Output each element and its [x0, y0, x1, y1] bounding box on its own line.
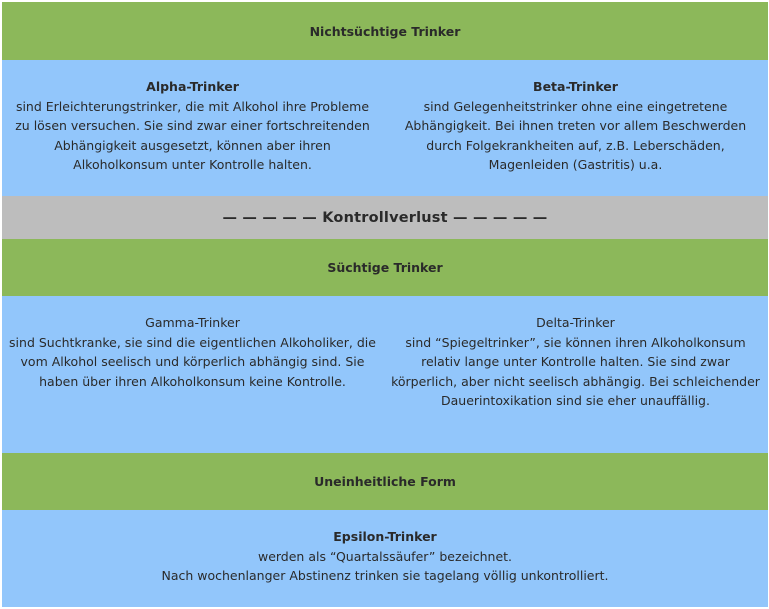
gamma-drinker-box — [2, 313, 383, 453]
delta-heading: Delta-Trinker — [536, 315, 615, 330]
section-title: Uneinheitliche Form — [314, 474, 456, 489]
section-header-addicted — [2, 239, 768, 296]
gamma-heading: Gamma-Trinker — [145, 315, 240, 330]
epsilon-line-2: Nach wochenlanger Abstinenz trinken sie tagelang völlig unkontrolliert. — [161, 568, 609, 584]
epsilon-drinker-box — [2, 527, 768, 607]
section-body-addicted — [2, 296, 768, 453]
delta-text: sind “Spiegeltrinker”, sie können ihren Alkoholkonsum relativ lange unter Kontrolle halten. Sie sind zwar körperlich, aber nicht seelisch abhängig. Bei schleichender Dauerintoxikation sind sie eher unauffällig. — [391, 334, 760, 409]
alpha-drinker-box — [2, 77, 383, 196]
beta-heading: Beta-Trinker — [533, 79, 618, 94]
alpha-heading: Alpha-Trinker — [146, 79, 239, 94]
gamma-text: sind Suchtkranke, sie sind die eigentlichen Alkoholiker, die vom Alkohol seelisch und körperlich abhängig sind. Sie haben über ihren Alkoholkonsum keine Kontrolle. — [9, 334, 376, 389]
beta-drinker-box — [383, 77, 768, 196]
section-title: Süchtige Trinker — [327, 260, 443, 275]
loss-of-control-divider — [2, 196, 768, 239]
section-title: Nichtsüchtige Trinker — [309, 23, 461, 39]
delta-drinker-box — [383, 313, 768, 453]
section-header-non-addicted — [2, 2, 768, 60]
epsilon-heading: Epsilon-Trinker — [333, 529, 437, 544]
section-body-non-addicted — [2, 60, 768, 196]
divider-label: — — — — — Kontrollverlust — — — — — — [222, 209, 548, 226]
section-header-inconsistent — [2, 453, 768, 510]
epsilon-line-1: werden als “Quartalssäufer” bezeichnet. — [257, 548, 513, 564]
section-body-inconsistent — [2, 510, 768, 607]
alpha-text: sind Erleichterungstrinker, die mit Alkohol ihre Probleme zu lösen versuchen. Sie sind zwar einer fortschreitenden Abhängigkeit ausgesetzt, können aber ihren Alkoholkonsum unter Kontrolle halten. — [15, 98, 370, 173]
beta-text: sind Gelegenheitstrinker ohne eine eingetretene Abhängigkeit. Bei ihnen treten vor allem Beschwerden durch Folgekrankheiten auf, z.B. Leberschäden, Magenleiden (Gastritis) u.a. — [404, 98, 747, 173]
